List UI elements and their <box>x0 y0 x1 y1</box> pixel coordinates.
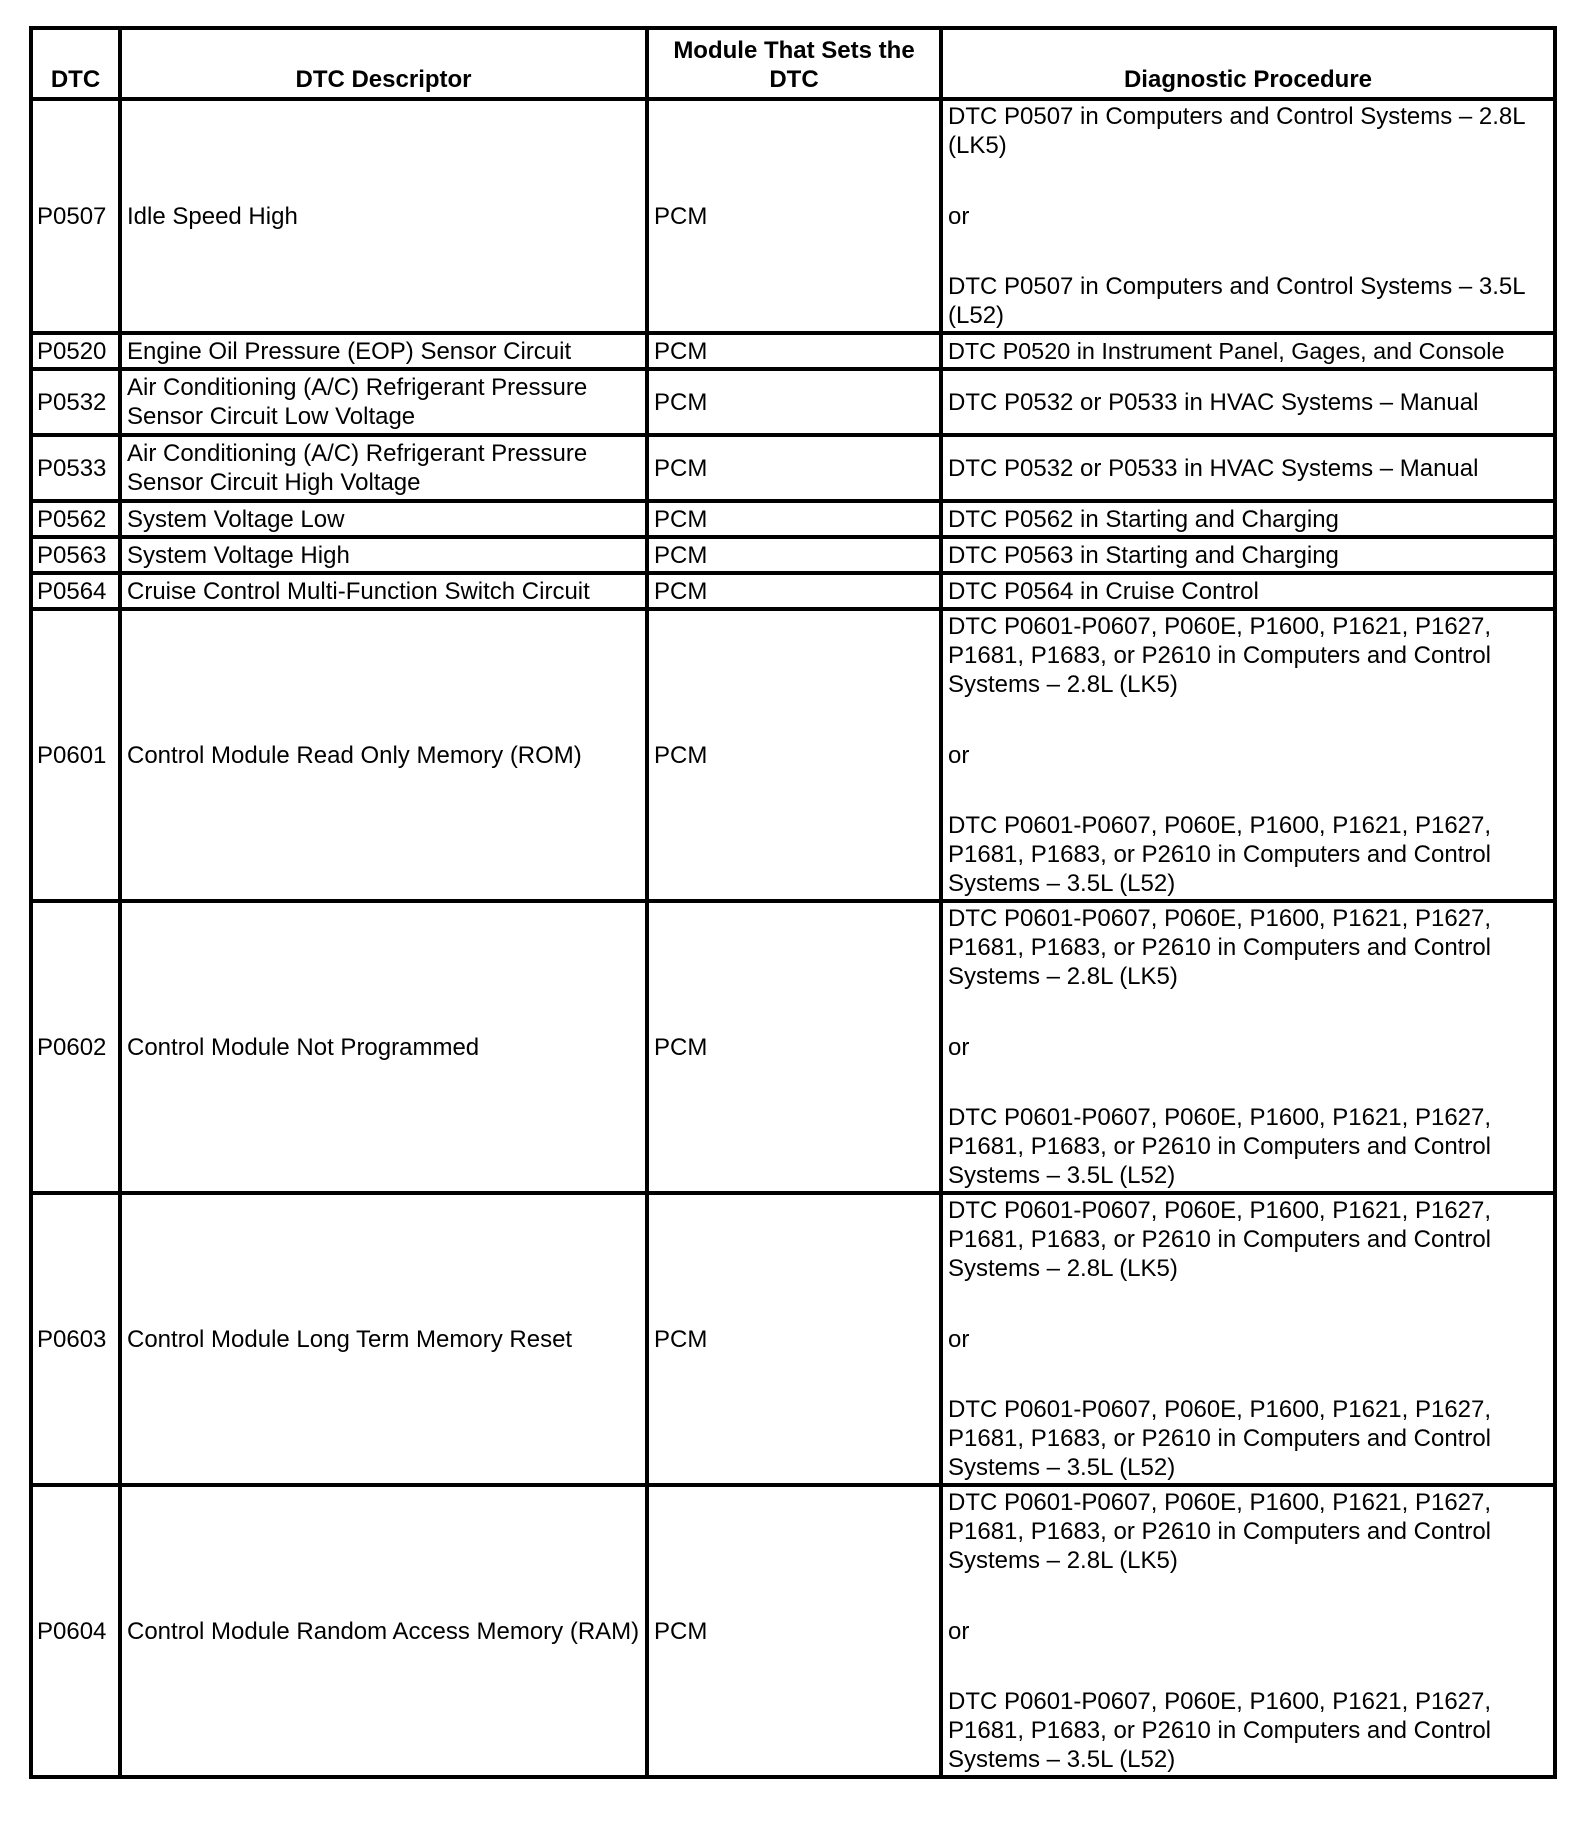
table-row <box>31 573 1555 609</box>
procedure-or: or <box>948 1033 970 1061</box>
diagnostic-procedure <box>941 99 1555 333</box>
dtc-module: PCM <box>647 369 941 435</box>
procedure-link[interactable]: DTC P0601-P0607, P060E, P1600, P1621, P1627, P1681, P1683, or P2610 in Computers and Control Systems – 2.8L (LK5) <box>948 1197 1492 1282</box>
dtc-module: PCM <box>647 573 941 609</box>
dtc-module: PCM <box>647 1485 941 1777</box>
dtc-module: PCM <box>647 501 941 537</box>
dtc-descriptor: Control Module Random Access Memory (RAM) <box>120 1485 647 1777</box>
procedure-link[interactable]: DTC P0532 or P0533 in HVAC Systems – Manual <box>941 435 1555 501</box>
procedure-link[interactable]: DTC P0507 in Computers and Control Systems – 2.8L (LK5) <box>948 103 1525 159</box>
header-descriptor: DTC Descriptor <box>120 28 647 99</box>
dtc-code: P0533 <box>31 435 120 501</box>
procedure-link[interactable]: DTC P0520 in Instrument Panel, Gages, and Console <box>941 333 1555 369</box>
header-dtc: DTC <box>31 28 120 99</box>
dtc-descriptor: Control Module Read Only Memory (ROM) <box>120 609 647 901</box>
table-row <box>31 333 1555 369</box>
dtc-descriptor: Idle Speed High <box>120 99 647 333</box>
dtc-module: PCM <box>647 901 941 1193</box>
dtc-descriptor: System Voltage Low <box>120 501 647 537</box>
dtc-module: PCM <box>647 99 941 333</box>
dtc-code: P0603 <box>31 1193 120 1485</box>
procedure-link[interactable]: DTC P0601-P0607, P060E, P1600, P1621, P1627, P1681, P1683, or P2610 in Computers and Control Systems – 2.8L (LK5) <box>948 613 1492 698</box>
dtc-descriptor: Air Conditioning (A/C) Refrigerant Pressure Sensor Circuit High Voltage <box>120 435 647 501</box>
procedure-link[interactable]: DTC P0563 in Starting and Charging <box>941 537 1555 573</box>
diagnostic-procedure <box>941 901 1555 1193</box>
dtc-module: PCM <box>647 333 941 369</box>
dtc-code: P0507 <box>31 99 120 333</box>
dtc-code: P0532 <box>31 369 120 435</box>
dtc-code: P0563 <box>31 537 120 573</box>
dtc-table <box>29 26 1557 1779</box>
dtc-code: P0562 <box>31 501 120 537</box>
procedure-link[interactable]: DTC P0601-P0607, P060E, P1600, P1621, P1627, P1681, P1683, or P2610 in Computers and Control Systems – 3.5L (L52) <box>948 1688 1492 1773</box>
table-row <box>31 1485 1555 1777</box>
procedure-link[interactable]: DTC P0601-P0607, P060E, P1600, P1621, P1627, P1681, P1683, or P2610 in Computers and Control Systems – 3.5L (L52) <box>948 1396 1492 1481</box>
table-row <box>31 501 1555 537</box>
table-row <box>31 901 1555 1193</box>
procedure-or: or <box>948 741 970 769</box>
header-row <box>31 28 1555 99</box>
dtc-descriptor: System Voltage High <box>120 537 647 573</box>
table-row <box>31 1193 1555 1485</box>
dtc-module: PCM <box>647 435 941 501</box>
dtc-module: PCM <box>647 1193 941 1485</box>
procedure-or: or <box>948 202 970 230</box>
procedure-link[interactable]: DTC P0601-P0607, P060E, P1600, P1621, P1627, P1681, P1683, or P2610 in Computers and Control Systems – 2.8L (LK5) <box>948 905 1492 990</box>
procedure-link[interactable]: DTC P0532 or P0533 in HVAC Systems – Manual <box>941 369 1555 435</box>
table-row <box>31 369 1555 435</box>
header-module: Module That Sets the DTC <box>647 28 941 99</box>
diagnostic-procedure <box>941 609 1555 901</box>
dtc-descriptor: Cruise Control Multi-Function Switch Circuit <box>120 573 647 609</box>
procedure-link[interactable]: DTC P0601-P0607, P060E, P1600, P1621, P1627, P1681, P1683, or P2610 in Computers and Control Systems – 3.5L (L52) <box>948 812 1492 897</box>
dtc-code: P0602 <box>31 901 120 1193</box>
dtc-code: P0564 <box>31 573 120 609</box>
procedure-link[interactable]: DTC P0601-P0607, P060E, P1600, P1621, P1627, P1681, P1683, or P2610 in Computers and Control Systems – 2.8L (LK5) <box>948 1489 1492 1574</box>
diagnostic-procedure <box>941 1485 1555 1777</box>
dtc-descriptor: Air Conditioning (A/C) Refrigerant Pressure Sensor Circuit Low Voltage <box>120 369 647 435</box>
procedure-link[interactable]: DTC P0601-P0607, P060E, P1600, P1621, P1627, P1681, P1683, or P2610 in Computers and Control Systems – 3.5L (L52) <box>948 1104 1492 1189</box>
procedure-or: or <box>948 1325 970 1353</box>
dtc-module: PCM <box>647 609 941 901</box>
dtc-module: PCM <box>647 537 941 573</box>
diagnostic-procedure <box>941 1193 1555 1485</box>
procedure-link[interactable]: DTC P0562 in Starting and Charging <box>941 501 1555 537</box>
dtc-code: P0604 <box>31 1485 120 1777</box>
dtc-code: P0601 <box>31 609 120 901</box>
dtc-descriptor: Engine Oil Pressure (EOP) Sensor Circuit <box>120 333 647 369</box>
table-row <box>31 609 1555 901</box>
dtc-code: P0520 <box>31 333 120 369</box>
procedure-or: or <box>948 1617 970 1645</box>
dtc-descriptor: Control Module Long Term Memory Reset <box>120 1193 647 1485</box>
table-row <box>31 99 1555 333</box>
table-row <box>31 435 1555 501</box>
table-row <box>31 537 1555 573</box>
header-procedure: Diagnostic Procedure <box>941 28 1555 99</box>
procedure-link[interactable]: DTC P0564 in Cruise Control <box>941 573 1555 609</box>
procedure-link[interactable]: DTC P0507 in Computers and Control Systems – 3.5L (L52) <box>948 273 1525 329</box>
dtc-descriptor: Control Module Not Programmed <box>120 901 647 1193</box>
